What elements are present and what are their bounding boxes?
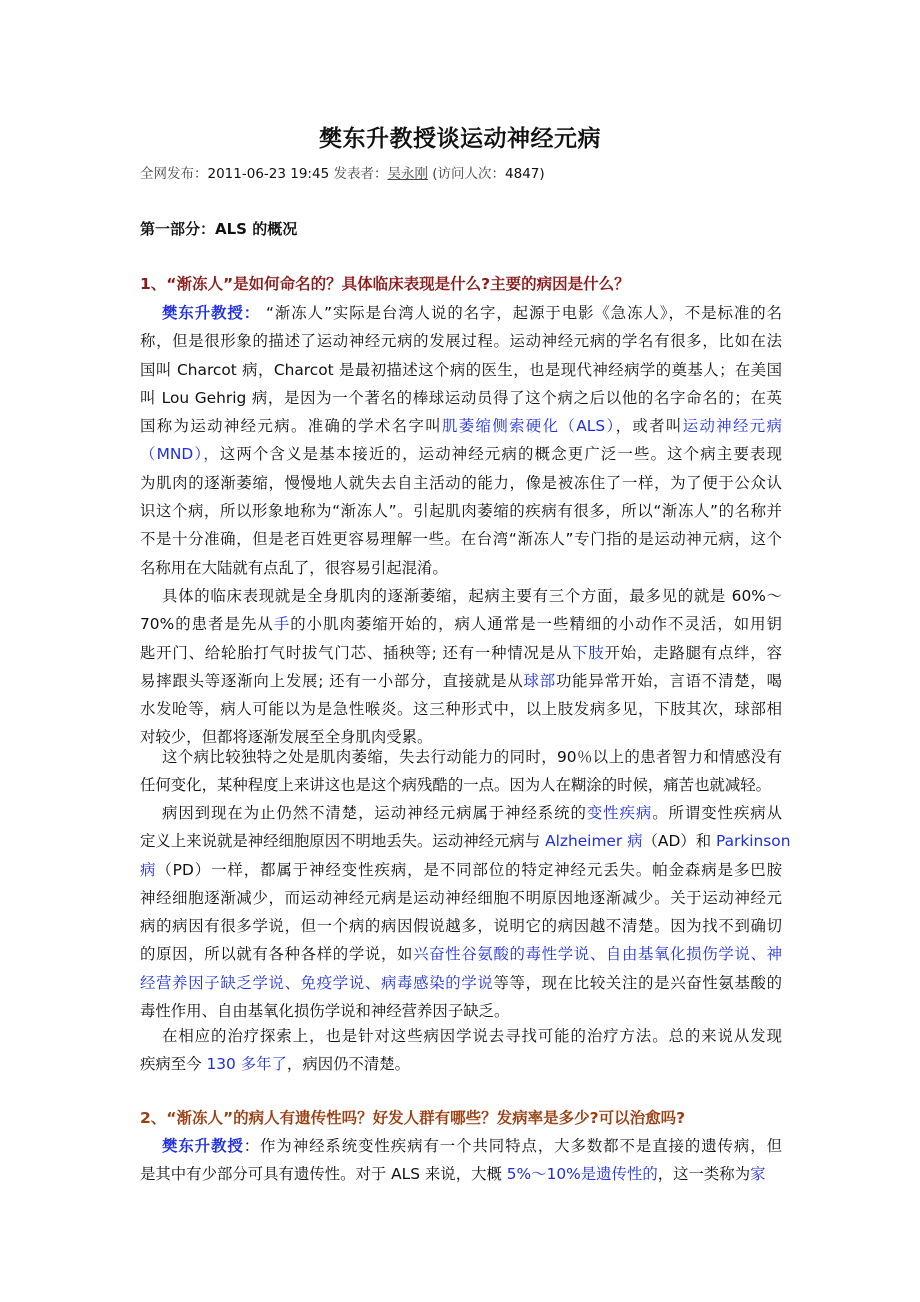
- text-line: [140, 1022, 782, 1050]
- text-line: [140, 582, 782, 610]
- text-span: 为肌肉的逐渐萎缩，慢慢地人就失去自主活动的能力，像是被冻住了一样，为了便于公众认: [140, 473, 782, 492]
- text-span: 的小肌肉萎缩开始的，病人通常是一些精细的小动作不灵活，如用钥: [290, 615, 782, 634]
- text-line: [140, 771, 782, 799]
- visits-label: (访问人次：: [427, 166, 506, 182]
- hyperlink[interactable]: Parkinson: [715, 832, 791, 851]
- text-span: “渐冻人”实际是台湾人说的名字，起源于电影《急冻人》，不是标准的名: [260, 304, 782, 322]
- text-span: （AD）和: [642, 832, 716, 851]
- text-span: 的原因，所以就有各种各样的学说，如: [140, 945, 414, 964]
- text-span: 是其中有少部分可具有遗传性。对于 ALS 来说，大概: [140, 1165, 507, 1184]
- text-span: 功能异常开始，言语不清楚，喝: [555, 671, 782, 690]
- text-line: [140, 856, 782, 884]
- paragraph: [140, 299, 782, 582]
- hyperlink[interactable]: 肌萎缩侧索硬化（ALS）: [442, 417, 616, 436]
- text-span: 称，但是很形象的描述了运动神经元病的发展过程。运动神经元病的学名有很多，比如在法: [140, 332, 782, 351]
- text-line: [140, 497, 782, 525]
- text-line: [140, 356, 782, 384]
- hyperlink[interactable]: 病: [140, 860, 157, 879]
- text-line: [140, 667, 782, 695]
- text-line: [140, 469, 782, 497]
- hyperlink[interactable]: （MND），: [140, 445, 220, 464]
- text-line: [140, 695, 782, 723]
- section-heading: 第一部分：ALS 的概况: [140, 220, 298, 238]
- hyperlink[interactable]: 5%～10%是遗传性的: [506, 1165, 658, 1184]
- question-heading-1: 1、“渐冻人”是如何命名的？具体临床表现是什么?主要的病因是什么？: [140, 275, 630, 293]
- text-span: ，病因仍不清楚。: [286, 1055, 411, 1074]
- text-span: ，或者叫: [615, 417, 683, 436]
- article-meta: [140, 162, 545, 182]
- text-line: [140, 554, 782, 582]
- text-line: [140, 412, 782, 440]
- speaker-label: 樊东升教授: [162, 1137, 244, 1155]
- text-span: ，这一类称为: [657, 1165, 751, 1184]
- text-line: [140, 525, 782, 553]
- text-span: 神经细胞逐渐减少，而运动神经元病是运动神经细胞不明原因地逐渐减少。关于运动神经元: [140, 888, 782, 907]
- text-span: 具体的临床表现就是全身肌肉的逐渐萎缩，起病主要有三个方面，最多见的就是 60%～: [162, 587, 782, 605]
- text-line: [140, 299, 782, 327]
- author-link[interactable]: 吴永刚: [387, 166, 428, 182]
- visit-count: 4847: [505, 166, 540, 182]
- text-line: [140, 1132, 782, 1160]
- paragraph: [140, 1022, 782, 1079]
- hyperlink[interactable]: 家: [750, 1165, 766, 1184]
- text-span: 70%的患者是先从: [140, 615, 274, 634]
- text-line: [140, 327, 782, 355]
- visits-end: ): [539, 166, 545, 182]
- text-span: 疾病至今: [140, 1055, 207, 1074]
- hyperlink[interactable]: Alzheimer 病: [545, 832, 643, 851]
- text-span: 等等，现在比较关注的是兴奋性氨基酸的: [493, 973, 782, 992]
- text-line: [140, 969, 782, 997]
- paragraph: [140, 743, 782, 800]
- text-line: [140, 743, 782, 771]
- text-line: [140, 884, 782, 912]
- text-span: 这两个含义是基本接近的，运动神经元病的概念更广泛一些。这个病主要表现: [219, 445, 782, 464]
- article-title: 樊东升教授谈运动神经元病: [319, 126, 601, 152]
- text-line: [140, 940, 782, 968]
- text-span: 名称用在大陆就有点乱了，很容易引起混淆。: [140, 558, 448, 577]
- hyperlink[interactable]: 下肢: [572, 643, 605, 662]
- question-heading-2: 2、“渐冻人”的病人有遗传性吗？好发人群有哪些？发病率是多少?可以治愈吗?: [140, 1109, 686, 1127]
- text-line: [140, 440, 782, 468]
- hyperlink[interactable]: 经营养因子缺乏学说、免疫学说、病毒感染的学说: [140, 973, 494, 992]
- text-span: 在相应的治疗探索上，也是针对这些病因学说去寻找可能的治疗方法。总的来说从发现: [162, 1027, 782, 1045]
- paragraph: [140, 582, 782, 752]
- text-span: 不是十分准确，但是老百姓更容易理解一些。在台湾“渐冻人”专门指的是运动神元病，这个: [140, 530, 782, 549]
- publish-datetime: 2011-06-23 19:45: [207, 166, 330, 182]
- hyperlink[interactable]: 运动神经元病: [682, 417, 782, 436]
- publish-label: 全网发布：: [140, 166, 208, 182]
- text-span: 易摔跟头等逐渐向上发展; 还有一小部分，直接就是从: [140, 671, 524, 690]
- text-span: 国叫 Charcot 病，Charcot 是最初描述这个病的医生，也是现代神经病学的奠基人；在美国: [140, 360, 782, 379]
- paragraph: [140, 1132, 782, 1189]
- text-span: 任何变化，某种程度上来讲这也是这个病残酷的一点。因为人在糊涂的时候，痛苦也就减轻。: [140, 776, 772, 795]
- text-line: [140, 384, 782, 412]
- text-span: 病因到现在为止仍然不清楚，运动神经元病属于神经系统的: [162, 804, 587, 822]
- speaker-label: 樊东升教授：: [162, 304, 261, 322]
- text-span: 病的病因有很多学说，但一个病的病因假说越多，说明它的病因越不清楚。因为找不到确切: [140, 917, 782, 936]
- text-line: [140, 639, 782, 667]
- hyperlink[interactable]: 手: [273, 615, 291, 634]
- text-line: [140, 827, 791, 855]
- text-span: 开始，走路腿有点绊，容: [604, 643, 782, 662]
- hyperlink[interactable]: 兴奋性谷氨酸的毒性学说、自由基氧化损伤学说、神: [413, 945, 782, 964]
- hyperlink[interactable]: 变性疾病: [586, 804, 653, 822]
- text-span: 国称为运动神经元病。准确的学术名字叫: [140, 417, 442, 436]
- hyperlink[interactable]: 130 多年了: [206, 1055, 287, 1074]
- text-line: [140, 799, 782, 827]
- hyperlink[interactable]: 球部: [523, 671, 556, 690]
- author-label: 发表者：: [329, 166, 388, 182]
- text-line: [140, 1160, 782, 1188]
- text-line: [140, 912, 782, 940]
- text-span: 识这个病，所以形象地称为“渐冻人”。引起肌肉萎缩的疾病有很多，所以“渐冻人”的名称并: [140, 502, 782, 521]
- text-span: 这个病比较独特之处是肌肉萎缩，失去行动能力的同时，90％以上的患者智力和情感没有: [162, 748, 782, 766]
- text-span: 定义上来说就是神经细胞原因不明地丢失。运动神经元病与: [140, 832, 546, 851]
- text-span: 水发呛等，病人可能以为是急性喉炎。这三种形式中，以上肢发病多见，下肢其次，球部相: [140, 700, 782, 719]
- text-line: [140, 610, 782, 638]
- text-span: 匙开门、给轮胎打气时拔气门芯、插秧等; 还有一种情况是从: [140, 643, 573, 662]
- paragraph: [140, 799, 791, 1025]
- text-span: 叫 Lou Gehrig 病，是因为一个著名的棒球运动员得了这个病之后以他的名字命名的；在英: [140, 388, 782, 407]
- text-span: 毒性作用、自由基氧化损伤学说和神经营养因子缺乏。: [140, 1002, 510, 1021]
- text-span: 对较少，但都将逐渐发展至全身肌肉受累。: [140, 728, 433, 747]
- text-span: ：作为神经系统变性疾病有一个共同特点，大多数都不是直接的遗传病，但: [243, 1137, 782, 1155]
- text-line: [140, 1050, 782, 1078]
- text-span: 。所谓变性疾病从: [652, 804, 782, 822]
- text-span: （PD）一样，都属于神经变性疾病，是不同部位的特定神经元丢失。帕金森病是多巴胺: [156, 860, 782, 879]
